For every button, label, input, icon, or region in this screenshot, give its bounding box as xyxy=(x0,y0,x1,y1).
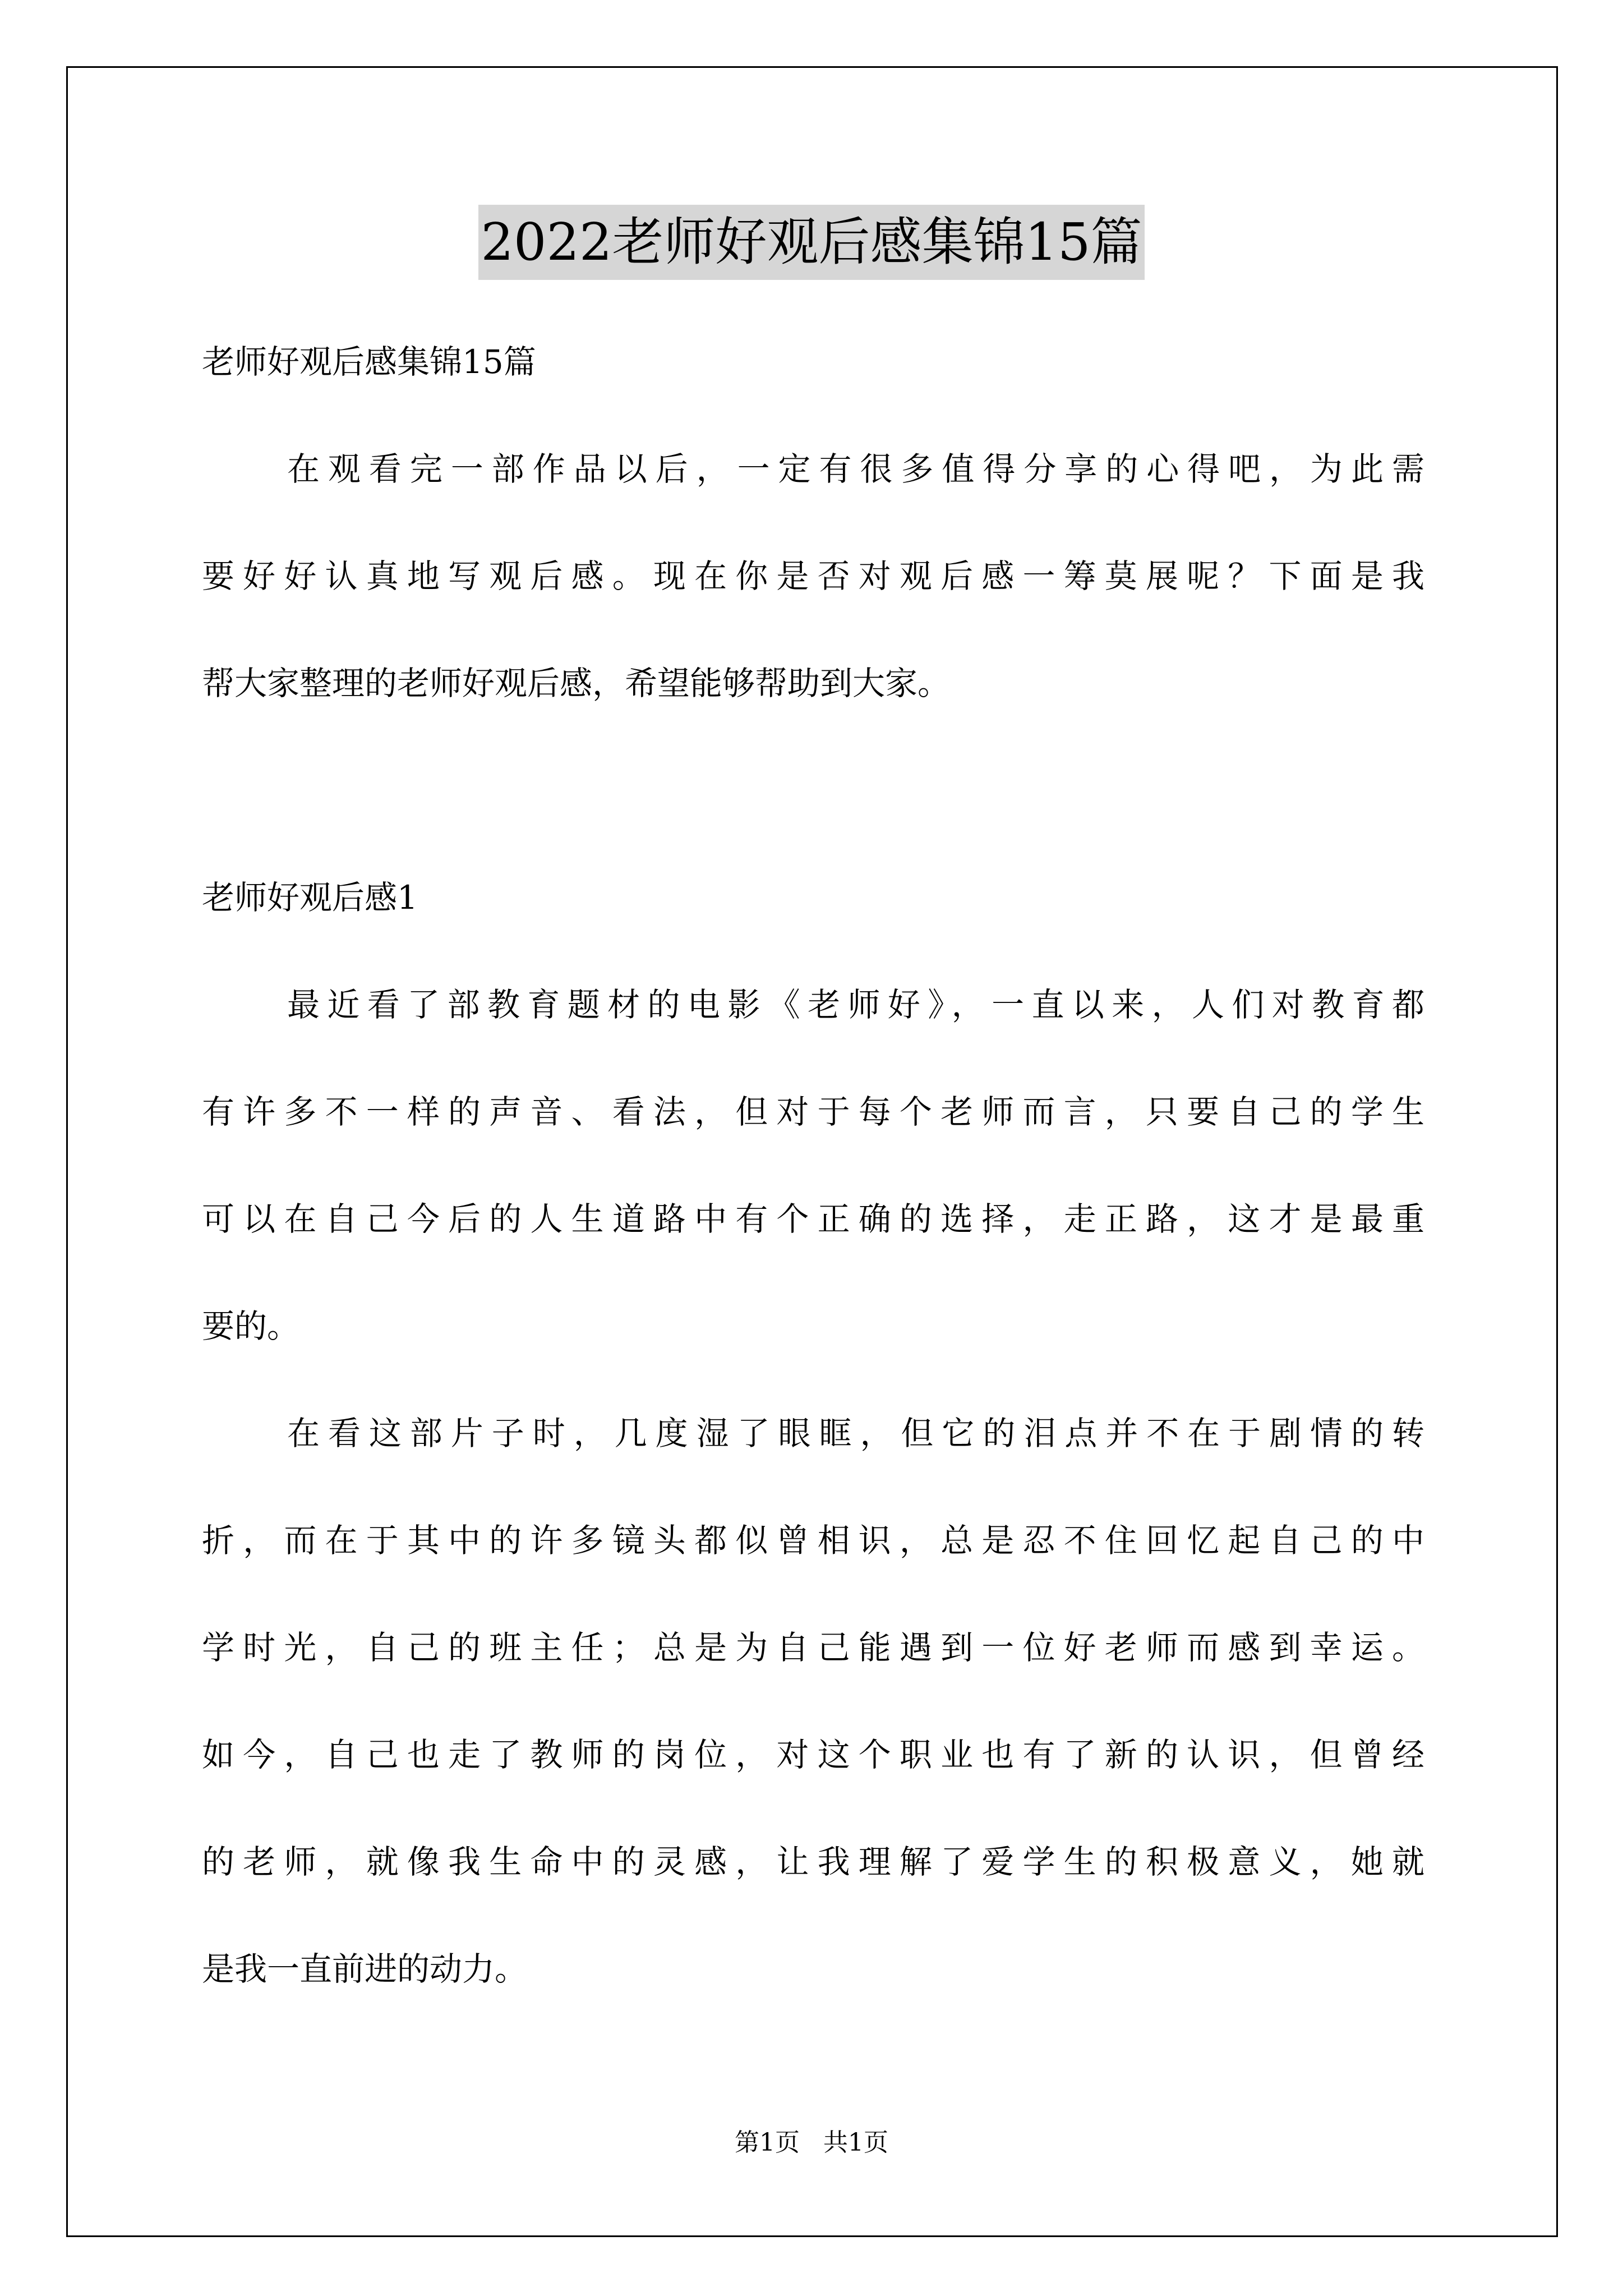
paragraph-line: 是我一直前进的动力。 xyxy=(202,1950,528,1988)
document-body xyxy=(202,309,1424,2023)
intro-line: 帮大家整理的老师好观后感，希望能够帮助到大家。 xyxy=(202,664,951,702)
document-subtitle: 老师好观后感集锦15篇 xyxy=(202,343,536,381)
title-container xyxy=(0,205,1623,280)
section-gap xyxy=(202,737,1424,844)
section-heading: 老师好观后感1 xyxy=(202,878,418,917)
paragraph-line: 如今，自己也走了教师的岗位，对这个职业也有了新的认识，但曾经 xyxy=(202,1736,1424,1774)
paragraph-line: 要的。 xyxy=(202,1307,300,1345)
paragraph-line: 最近看了部教育题材的电影《老师好》，一直以来，人们对教育都 xyxy=(287,986,1424,1024)
paragraph-line: 在看这部片子时，几度湿了眼眶，但它的泪点并不在于剧情的转 xyxy=(287,1414,1424,1452)
paragraph-line: 折，而在于其中的许多镜头都似曾相识，总是忍不住回忆起自己的中 xyxy=(202,1521,1424,1559)
page-footer: 第1页 共1页 xyxy=(735,2128,888,2157)
paragraph-line: 有许多不一样的声音、看法，但对于每个老师而言，只要自己的学生 xyxy=(202,1093,1424,1131)
intro-line: 在观看完一部作品以后，一定有很多值得分享的心得吧，为此需 xyxy=(287,450,1424,488)
paragraph-line: 的老师，就像我生命中的灵感，让我理解了爱学生的积极意义，她就 xyxy=(202,1843,1424,1881)
document-title: 2022老师好观后感集锦15篇 xyxy=(478,205,1144,280)
paragraph-line: 可以在自己今后的人生道路中有个正确的选择，走正路，这才是最重 xyxy=(202,1200,1424,1238)
intro-line: 要好好认真地写观后感。现在你是否对观后感一筹莫展呢？下面是我 xyxy=(202,557,1424,595)
paragraph-line: 学时光，自己的班主任；总是为自己能遇到一位好老师而感到幸运。 xyxy=(202,1628,1424,1667)
